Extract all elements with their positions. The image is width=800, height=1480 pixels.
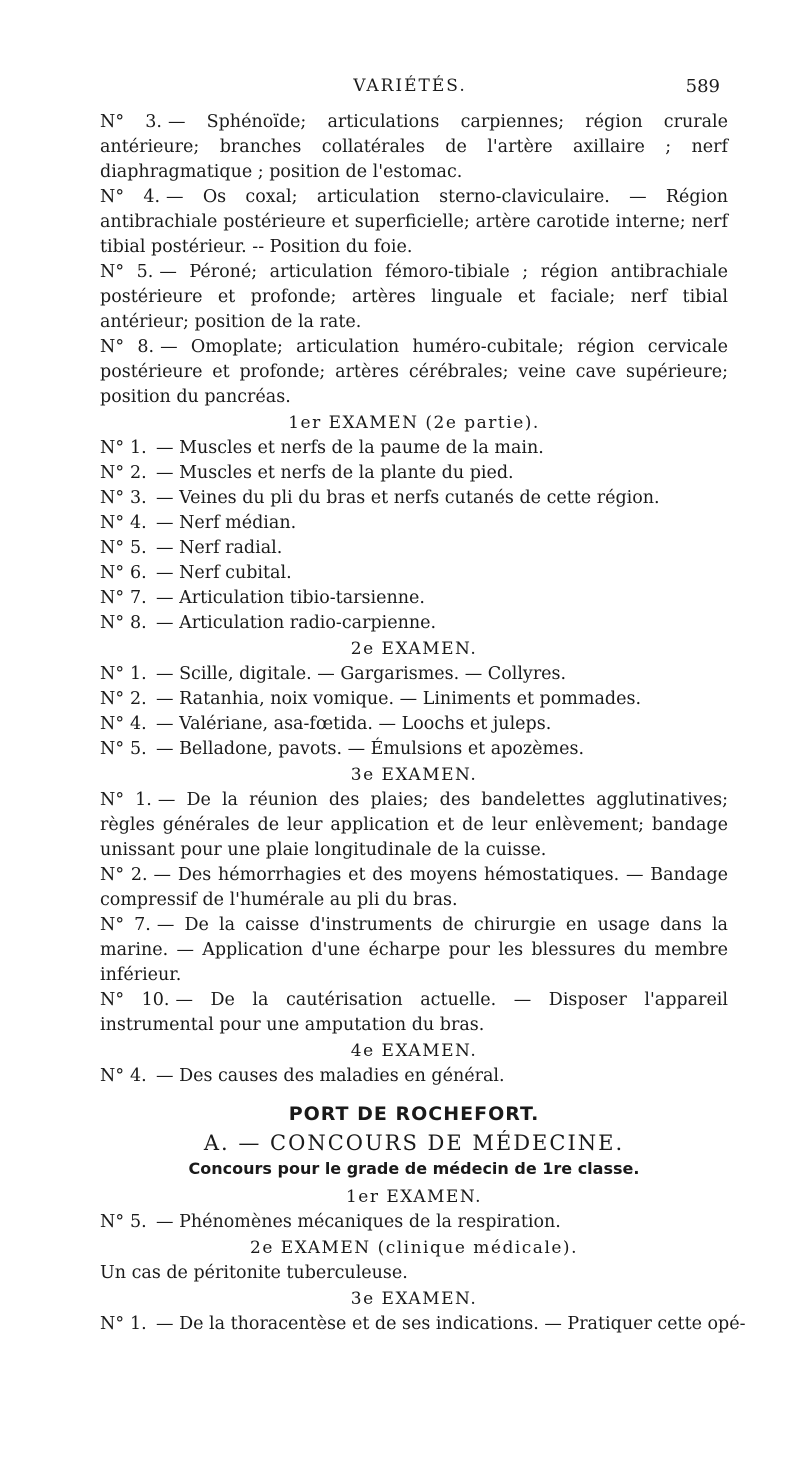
item-text: — Valériane, asa-fœtida. — Loochs et juleps. <box>156 714 552 734</box>
item-number: 4. <box>130 1066 147 1086</box>
question-number: N° 1. <box>100 790 152 810</box>
exam-heading: 3e EXAMEN. <box>350 765 478 785</box>
list-item <box>100 511 728 536</box>
question-text: — Des hémorrhagies et des moyens hémostatiques. — Bandage compressif de l'humérale au pli du bras. <box>100 865 728 910</box>
list-item <box>100 486 728 511</box>
question-number: N° 7. <box>100 915 151 935</box>
question-text: — De la caisse d'instruments de chirurgie en usage dans la marine. — Application d'une écharpe pour les blessures du membre inférieur. <box>100 915 728 985</box>
list-item <box>100 687 728 712</box>
number-abbrev: N° <box>100 438 125 458</box>
question-paragraph <box>100 988 728 1038</box>
document-body <box>100 110 746 1337</box>
number-abbrev: N° <box>100 664 125 684</box>
list-item <box>100 712 728 737</box>
item-text: — De la thoracentèse et de ses indications. — Pratiquer cette opé- <box>156 1314 746 1334</box>
item-number: 3. <box>130 488 147 508</box>
question-number: N° 3. <box>100 112 162 132</box>
question-paragraph <box>100 913 728 988</box>
list-item <box>100 1064 728 1089</box>
item-number: 1. <box>130 664 147 684</box>
question-text: — Omoplate; articulation huméro-cubitale; région cervicale postérieure et profonde; artères cérébrales; veine cave supérieure; position du pancréas. <box>100 337 728 407</box>
item-text: — Ratanhia, noix vomique. — Liniments et pommades. <box>156 689 642 709</box>
list-item <box>100 1210 728 1235</box>
item-text: — Muscles et nerfs de la plante du pied. <box>156 463 514 483</box>
question-paragraph <box>100 185 728 260</box>
item-number: 4. <box>130 714 147 734</box>
running-title: VARIÉTÉS. <box>353 76 467 96</box>
section-heading-grade: Concours pour le grade de médecin de 1re classe. <box>188 1159 640 1178</box>
item-text: — Nerf cubital. <box>156 563 292 583</box>
list-item <box>100 662 728 687</box>
question-text: — Péroné; articulation fémoro-tibiale ; région antibrachiale postérieure et profonde; artères linguale et faciale; nerf tibial antérieur; position de la rate. <box>100 262 728 332</box>
list-item <box>100 561 728 586</box>
item-number: 5. <box>130 538 147 558</box>
number-abbrev: N° <box>100 1066 125 1086</box>
number-abbrev: N° <box>100 513 125 533</box>
list-item <box>100 611 728 636</box>
number-abbrev: N° <box>100 563 125 583</box>
list-item <box>100 436 728 461</box>
item-number: 1. <box>130 438 147 458</box>
question-paragraph <box>100 863 728 913</box>
exam-heading: 3e EXAMEN. <box>350 1289 478 1309</box>
item-number: 7. <box>130 588 147 608</box>
item-text: — Articulation tibio-tarsienne. <box>156 588 425 608</box>
number-abbrev: N° <box>100 613 125 633</box>
exam-heading: 1er EXAMEN. <box>345 1187 483 1207</box>
number-abbrev: N° <box>100 488 125 508</box>
question-text: — Os coxal; articulation sterno-claviculaire. — Région antibrachiale postérieure et superficielle; artère carotide interne; nerf tibial postérieur. -- Position du foie. <box>100 187 729 257</box>
list-item <box>100 536 728 561</box>
question-number: N° 4. <box>100 187 161 207</box>
item-text: — Muscles et nerfs de la paume de la main. <box>156 438 544 458</box>
item-number: 5. <box>130 739 147 759</box>
number-abbrev: N° <box>100 538 125 558</box>
number-abbrev: N° <box>100 588 125 608</box>
question-text: — De la cautérisation actuelle. — Disposer l'appareil instrumental pour une amputation du bras. <box>100 990 728 1035</box>
exam-heading: 2e EXAMEN. <box>350 639 478 659</box>
list-item <box>100 737 728 762</box>
item-text: — Articulation radio-carpienne. <box>156 613 437 633</box>
exam-heading: 4e EXAMEN. <box>350 1041 478 1061</box>
question-paragraph <box>100 260 728 335</box>
list-item <box>100 1312 746 1337</box>
item-number: 2. <box>130 463 147 483</box>
item-text: — Scille, digitale. — Gargarismes. — Collyres. <box>156 664 567 684</box>
exam-heading: 1er EXAMEN (2e partie). <box>288 413 540 433</box>
item-text: — Des causes des maladies en général. <box>156 1066 505 1086</box>
item-text: — Veines du pli du bras et nerfs cutanés de cette région. <box>156 488 660 508</box>
question-text: — De la réunion des plaies; des bandelettes agglutinatives; règles générales de leur application et de leur enlèvement; bandage unissant pour une plaie longitudinale de la cuisse. <box>100 790 728 860</box>
number-abbrev: N° <box>100 1314 125 1334</box>
item-number: 5. <box>130 1212 147 1232</box>
item-text: — Belladone, pavots. — Émulsions et apozèmes. <box>156 739 585 759</box>
number-abbrev: N° <box>100 463 125 483</box>
exam-list <box>100 662 728 762</box>
question-number: N° 8. <box>100 337 155 357</box>
question-text: — Sphénoïde; articulations carpiennes; région crurale antérieure; branches collatérales de l'artère axillaire ; nerf diaphragmatique ; position de l'estomac. <box>100 112 728 182</box>
question-number: N° 5. <box>100 262 154 282</box>
exam-list <box>100 436 728 636</box>
section-heading-concours: A. — CONCOURS DE MÉDECINE. <box>203 1131 625 1155</box>
exam-text: Un cas de péritonite tuberculeuse. <box>100 1263 408 1283</box>
page-number: 589 <box>685 76 720 97</box>
item-text: — Nerf radial. <box>156 538 283 558</box>
list-item <box>100 461 728 486</box>
number-abbrev: N° <box>100 714 125 734</box>
number-abbrev: N° <box>100 739 125 759</box>
number-abbrev: N° <box>100 1212 125 1232</box>
exam-heading: 2e EXAMEN (clinique médicale). <box>250 1238 578 1258</box>
question-paragraph <box>100 110 728 185</box>
question-paragraph <box>100 335 728 410</box>
question-paragraph <box>100 788 728 863</box>
exam-list <box>100 788 728 1038</box>
section-heading-port: PORT DE ROCHEFORT. <box>288 1103 540 1125</box>
item-number: 6. <box>130 563 147 583</box>
number-abbrev: N° <box>100 689 125 709</box>
item-text: — Nerf médian. <box>156 513 297 533</box>
item-number: 1. <box>130 1314 147 1334</box>
anatomy-questions <box>100 110 728 410</box>
item-number: 8. <box>130 613 147 633</box>
item-number: 2. <box>130 689 147 709</box>
item-number: 4. <box>130 513 147 533</box>
list-item <box>100 586 728 611</box>
page-header <box>100 76 720 100</box>
question-number: N° 10. <box>100 990 170 1010</box>
question-number: N° 2. <box>100 865 148 885</box>
item-text: — Phénomènes mécaniques de la respiration. <box>156 1212 561 1232</box>
